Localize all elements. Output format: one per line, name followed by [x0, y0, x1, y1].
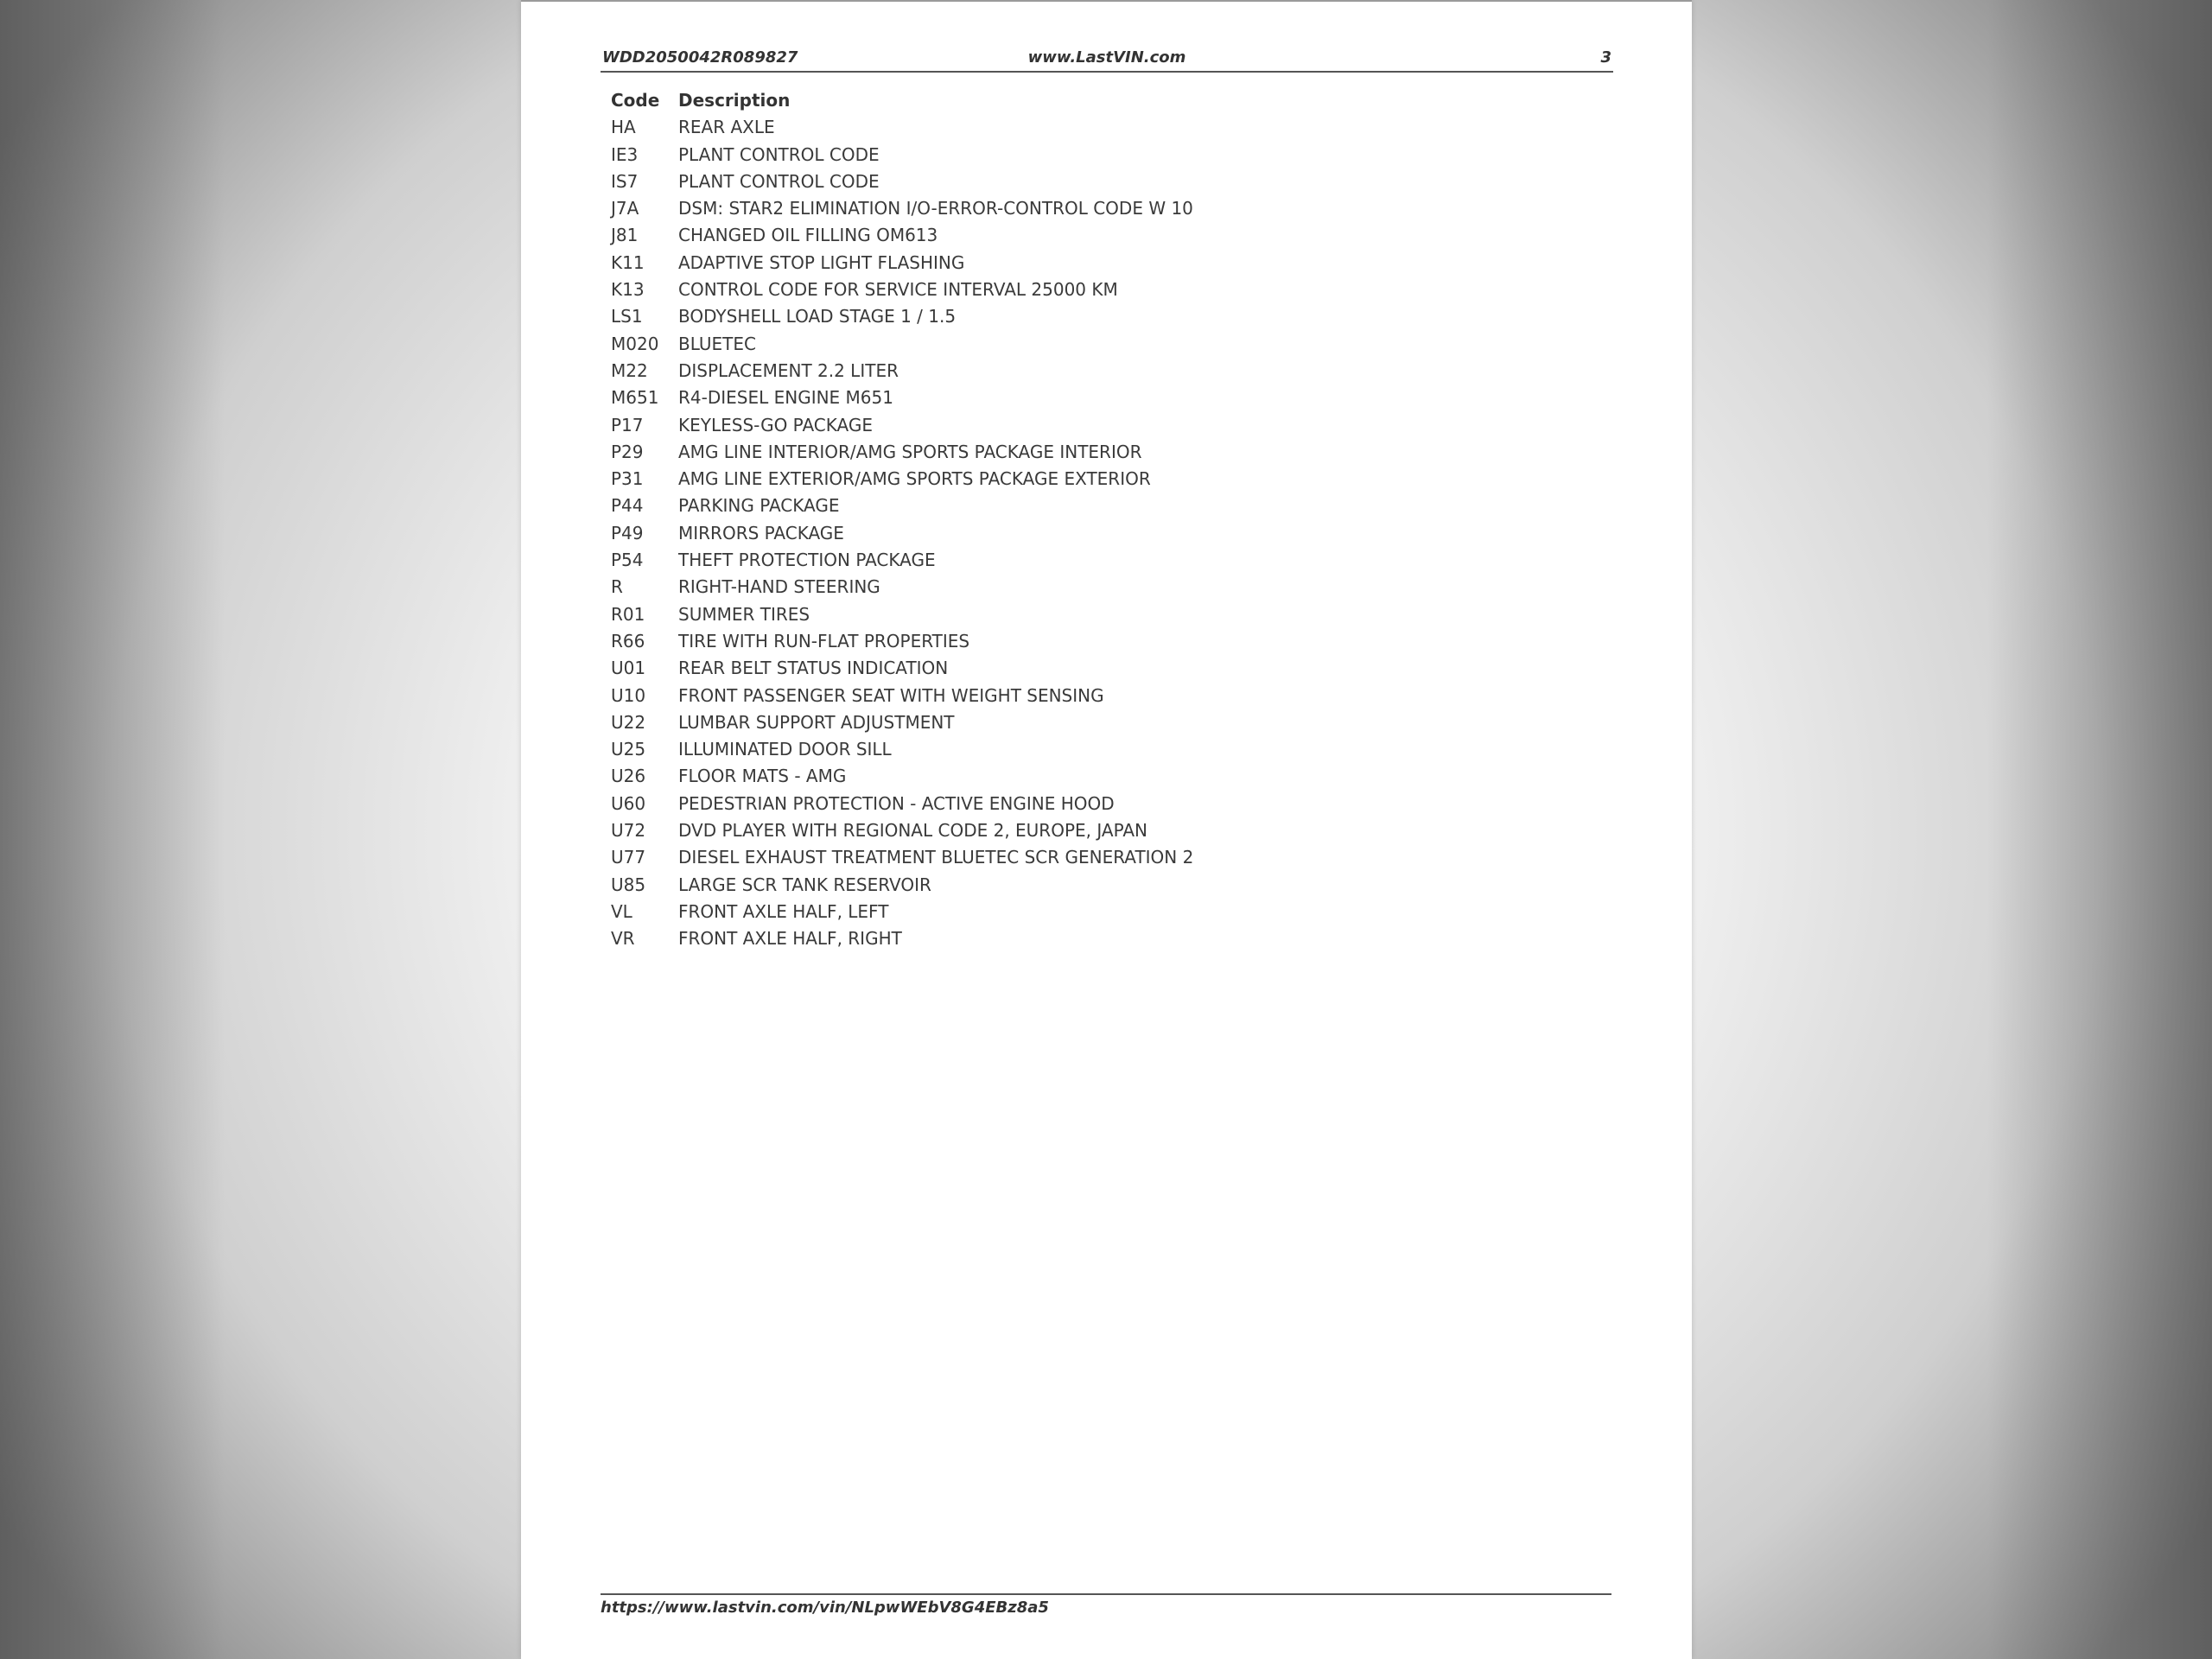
table-row: [611, 791, 1456, 817]
row-description: REAR BELT STATUS INDICATION: [678, 658, 949, 679]
table-row: [611, 844, 1456, 871]
table-row: [611, 520, 1456, 547]
table-row: [611, 250, 1456, 276]
row-code: M22: [611, 359, 648, 381]
table-row: [611, 168, 1456, 195]
page-header: [601, 47, 1613, 73]
row-code: R66: [611, 630, 645, 652]
row-description: BLUETEC: [678, 333, 756, 354]
row-description: ADAPTIVE STOP LIGHT FLASHING: [678, 251, 965, 273]
row-description: FRONT AXLE HALF, RIGHT: [678, 928, 902, 950]
row-code: P54: [611, 550, 644, 571]
row-code: P29: [611, 441, 644, 462]
row-description: PEDESTRIAN PROTECTION - ACTIVE ENGINE HOOD: [678, 792, 1115, 814]
row-code: U10: [611, 684, 646, 706]
header-vin: WDD2050042R089827: [602, 48, 798, 67]
footer-url: https://www.lastvin.com/vin/NLpwWEbV8G4EBz8a5: [601, 1599, 1049, 1617]
row-code: R01: [611, 603, 645, 625]
row-code: IS7: [611, 170, 639, 192]
row-code: LS1: [611, 306, 643, 327]
table-row: [611, 655, 1456, 682]
table-row: [611, 574, 1456, 601]
table-row: [611, 925, 1456, 952]
table-row: [611, 736, 1456, 763]
column-header-description: Description: [678, 90, 791, 111]
row-description: LARGE SCR TANK RESERVOIR: [678, 874, 931, 895]
row-code: U60: [611, 792, 646, 814]
table-row: [611, 817, 1456, 844]
row-description: RIGHT-HAND STEERING: [678, 576, 880, 598]
scan-shadow-right: [1987, 0, 2212, 1659]
header-site: www.LastVIN.com: [1027, 48, 1186, 67]
row-description: CHANGED OIL FILLING OM613: [678, 225, 938, 246]
table-row: [611, 628, 1456, 655]
row-description: ILLUMINATED DOOR SILL: [678, 739, 892, 760]
row-code: P49: [611, 522, 644, 543]
table-row: [611, 872, 1456, 899]
row-description: FLOOR MATS - AMG: [678, 766, 847, 787]
page-top-edge: [521, 0, 1692, 2]
row-description: PARKING PACKAGE: [678, 495, 840, 517]
table-body: [611, 114, 1456, 952]
row-code: M020: [611, 333, 659, 354]
row-code: P31: [611, 468, 644, 490]
row-code: U85: [611, 874, 646, 895]
row-code: U22: [611, 711, 646, 733]
row-code: K13: [611, 279, 645, 301]
table-row: [611, 142, 1456, 168]
table-header-row: [611, 87, 1456, 114]
row-code: J81: [611, 225, 639, 246]
table-row: [611, 763, 1456, 790]
row-description: TIRE WITH RUN-FLAT PROPERTIES: [678, 630, 970, 652]
row-description: MIRRORS PACKAGE: [678, 522, 844, 543]
row-description: DSM: STAR2 ELIMINATION I/O-ERROR-CONTROL CODE W 10: [678, 198, 1193, 219]
row-code: VL: [611, 900, 632, 922]
row-code: IE3: [611, 143, 639, 165]
row-description: DVD PLAYER WITH REGIONAL CODE 2, EUROPE, JAPAN: [678, 820, 1148, 842]
table-row: [611, 709, 1456, 736]
row-description: DIESEL EXHAUST TREATMENT BLUETEC SCR GENERATION 2: [678, 847, 1194, 868]
column-header-code: Code: [611, 90, 660, 111]
row-description: AMG LINE EXTERIOR/AMG SPORTS PACKAGE EXTERIOR: [678, 468, 1151, 490]
row-description: FRONT AXLE HALF, LEFT: [678, 900, 889, 922]
row-description: LUMBAR SUPPORT ADJUSTMENT: [678, 711, 955, 733]
document-page: [521, 0, 1692, 1659]
row-description: R4-DIESEL ENGINE M651: [678, 387, 893, 409]
row-code: VR: [611, 928, 635, 950]
row-code: R: [611, 576, 623, 598]
row-code: HA: [611, 117, 636, 138]
table-row: [611, 683, 1456, 709]
row-code: U72: [611, 820, 646, 842]
table-row: [611, 899, 1456, 925]
row-code: U26: [611, 766, 646, 787]
row-description: AMG LINE INTERIOR/AMG SPORTS PACKAGE INTERIOR: [678, 441, 1142, 462]
table-row: [611, 195, 1456, 222]
table-row: [611, 439, 1456, 466]
row-description: SUMMER TIRES: [678, 603, 810, 625]
table-row: [611, 412, 1456, 439]
table-row: [611, 385, 1456, 411]
table-row: [611, 358, 1456, 385]
row-code: P44: [611, 495, 644, 517]
row-description: KEYLESS-GO PACKAGE: [678, 414, 873, 435]
row-description: PLANT CONTROL CODE: [678, 143, 880, 165]
scan-shadow-left: [0, 0, 225, 1659]
row-code: U77: [611, 847, 646, 868]
table-row: [611, 601, 1456, 628]
header-page-number: 3: [1600, 48, 1611, 67]
row-code: J7A: [611, 198, 639, 219]
row-description: BODYSHELL LOAD STAGE 1 / 1.5: [678, 306, 957, 327]
row-description: DISPLACEMENT 2.2 LITER: [678, 359, 899, 381]
table-row: [611, 303, 1456, 330]
table-row: [611, 493, 1456, 519]
row-code: K11: [611, 251, 645, 273]
row-description: PLANT CONTROL CODE: [678, 170, 880, 192]
row-description: FRONT PASSENGER SEAT WITH WEIGHT SENSING: [678, 684, 1104, 706]
row-code: U25: [611, 739, 646, 760]
row-description: CONTROL CODE FOR SERVICE INTERVAL 25000 KM: [678, 279, 1118, 301]
table-row: [611, 547, 1456, 574]
option-code-table: [611, 87, 1456, 953]
page-footer: [601, 1593, 1611, 1617]
table-row: [611, 331, 1456, 358]
table-row: [611, 114, 1456, 141]
row-description: THEFT PROTECTION PACKAGE: [678, 550, 936, 571]
row-code: P17: [611, 414, 644, 435]
table-row: [611, 222, 1456, 249]
row-code: M651: [611, 387, 659, 409]
table-row: [611, 276, 1456, 303]
table-row: [611, 466, 1456, 493]
row-code: U01: [611, 658, 646, 679]
row-description: REAR AXLE: [678, 117, 775, 138]
